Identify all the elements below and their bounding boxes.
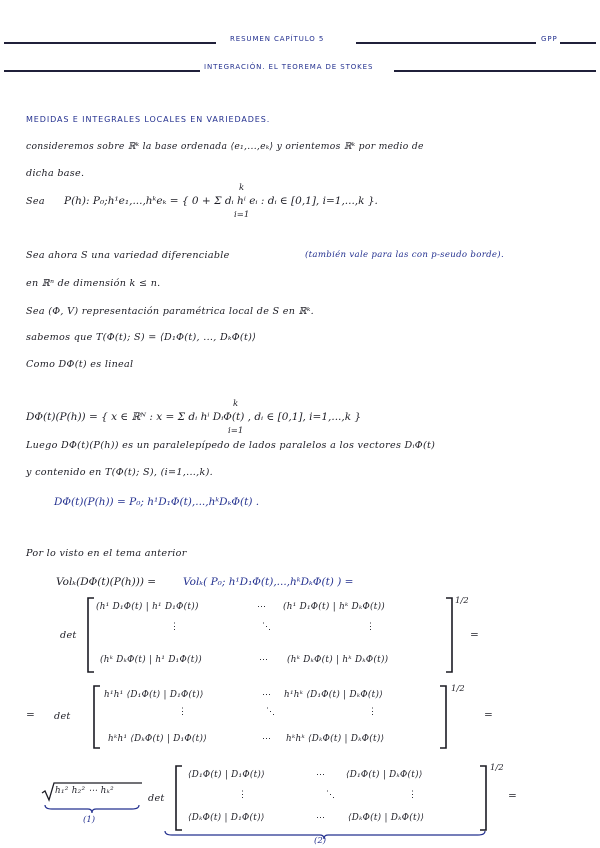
- matrix2-ddots: ⋱: [266, 707, 275, 717]
- matrix3-cell-3-1: ⟨DₖΦ(t) | D₁Φ(t)⟩: [188, 813, 265, 823]
- matrix3-cell-3-3: ⟨DₖΦ(t) | DₖΦ(t)⟩: [348, 813, 425, 823]
- sum-lower-limit: i=1: [234, 210, 250, 220]
- matrix3-det-label: det: [148, 793, 165, 804]
- header-rule-middle: [356, 42, 536, 44]
- volume-lhs: Volₖ(DΦ(t)(P(h))) =: [56, 576, 157, 588]
- matrix1-bracket-right: [444, 596, 454, 674]
- matrix1-cell-1-2: ⋯: [257, 602, 266, 612]
- matrix2-vdots-right: ⋮: [368, 707, 377, 717]
- matrix2-power: 1/2: [451, 684, 465, 694]
- text-line-3-note: (también vale para las con p-seudo borde).: [305, 250, 504, 260]
- matrix1-power: 1/2: [455, 596, 469, 606]
- text-line-1b: dicha base.: [26, 168, 85, 179]
- header-rule-left: [4, 42, 216, 44]
- header-subtitle: INTEGRACIÓN. EL TEOREMA DE STOKES: [204, 63, 374, 71]
- matrix1-vdots-right: ⋮: [366, 622, 375, 632]
- matrix2-cell-1-3: h¹hᵏ ⟨D₁Φ(t) | DₖΦ(t)⟩: [284, 690, 383, 700]
- matrix1-equals: =: [470, 629, 479, 641]
- text-line-12: Por lo visto en el tema anterior: [26, 548, 187, 559]
- header-author: GPP: [541, 35, 558, 43]
- text-line-1a: consideremos sobre ℝᵏ la base ordenada ⟨e₁,...,eₖ⟩ y orientemos ℝᵏ por medio de: [26, 141, 424, 152]
- matrix2-equals: =: [484, 709, 493, 721]
- text-line-5: Sea (Φ, V) representación paramétrica local de S en ℝᵏ.: [26, 306, 314, 317]
- matrix2-cell-3-2: ⋯: [262, 734, 271, 744]
- text-line-3: Sea ahora S una variedad diferenciable: [26, 250, 230, 261]
- matrix2-det-label: det: [54, 711, 71, 722]
- formula-blue-result: DΦ(t)(P(h)) = P₀; h¹D₁Φ(t),...,hᵏDₖΦ(t) .: [54, 496, 260, 508]
- label-2: (2): [314, 836, 327, 846]
- matrix3-cell-3-2: ⋯: [316, 813, 325, 823]
- matrix1-bracket-left: [86, 596, 96, 674]
- label-1: (1): [83, 815, 96, 825]
- text-line-7: Como DΦ(t) es lineal: [26, 359, 134, 370]
- matrix3-cell-1-1: ⟨D₁Φ(t) | D₁Φ(t)⟩: [188, 770, 265, 780]
- text-line-2-lead: Sea: [26, 196, 45, 207]
- matrix1-ddots: ⋱: [262, 622, 271, 632]
- matrix2-cell-1-2: ⋯: [262, 690, 271, 700]
- matrix2-bracket-left: [92, 684, 102, 750]
- matrix1-vdots-left: ⋮: [170, 622, 179, 632]
- matrix2-vdots-left: ⋮: [178, 707, 187, 717]
- section-title: MEDIDAS E INTEGRALES LOCALES EN VARIEDADES.: [26, 115, 271, 124]
- text-line-6: sabemos que T(Φ(t); S) = ⟨D₁Φ(t), ..., DₖΦ(t)⟩: [26, 332, 257, 343]
- header-rule-right: [560, 42, 596, 44]
- matrix3-equals: =: [508, 790, 517, 802]
- matrix3-vdots-right: ⋮: [408, 790, 417, 800]
- sqrt-radicand: h₁² h₂² ⋯ hₖ²: [55, 786, 114, 796]
- matrix3-cell-1-3: ⟨D₁Φ(t) | DₖΦ(t)⟩: [346, 770, 423, 780]
- header-title: RESUMEN CAPÍTULO 5: [230, 35, 325, 43]
- sum-upper-limit: k: [239, 183, 245, 193]
- matrix2-leading-equals: =: [26, 709, 35, 721]
- underbrace-1: [44, 804, 140, 814]
- subtitle-rule-right: [394, 70, 596, 72]
- formula-parallelepiped: P(h): P₀;h¹e₁,...,hᵏeₖ = { 0 + Σ dᵢ hⁱ eᵢ : dᵢ ∈ [0,1], i=1,...,k }.: [64, 195, 378, 207]
- subtitle-rule-left: [4, 70, 200, 72]
- matrix3-bracket-right: [478, 764, 488, 832]
- matrix1-cell-1-3: (h¹ D₁Φ(t) | hᵏ DₖΦ(t)): [283, 602, 386, 612]
- matrix2-cell-3-1: hᵏh¹ ⟨DₖΦ(t) | D₁Φ(t)⟩: [108, 734, 207, 744]
- sum2-upper-limit: k: [233, 399, 239, 409]
- formula-image-of-parallelepiped: DΦ(t)(P(h)) = { x ∈ ℝᴺ : x = Σ dᵢ hⁱ DᵢΦ(t) , dᵢ ∈ [0,1], i=1,...,k }: [26, 411, 362, 423]
- sum2-lower-limit: i=1: [228, 426, 244, 436]
- matrix2-cell-3-3: hᵏhᵏ ⟨DₖΦ(t) | DₖΦ(t)⟩: [286, 734, 385, 744]
- matrix1-cell-3-1: (hᵏ DₖΦ(t) | h¹ D₁Φ(t)): [100, 655, 203, 665]
- matrix3-vdots-left: ⋮: [238, 790, 247, 800]
- volume-rhs: Volₖ( P₀; h¹D₁Φ(t),...,hᵏDₖΦ(t) ) =: [183, 576, 354, 588]
- matrix3-bracket-left: [174, 764, 184, 832]
- text-line-9: Luego DΦ(t)(P(h)) es un paralelepípedo de lados paralelos a los vectores DᵢΦ(t): [26, 440, 436, 451]
- matrix2-bracket-right: [438, 684, 448, 750]
- matrix3-ddots: ⋱: [326, 790, 335, 800]
- matrix1-cell-3-2: ⋯: [259, 655, 268, 665]
- matrix1-cell-1-1: (h¹ D₁Φ(t) | h¹ D₁Φ(t)): [96, 602, 199, 612]
- text-line-4: en ℝⁿ de dimensión k ≤ n.: [26, 278, 161, 289]
- matrix3-power: 1/2: [490, 763, 504, 773]
- matrix3-cell-1-2: ⋯: [316, 770, 325, 780]
- matrix2-cell-1-1: h¹h¹ ⟨D₁Φ(t) | D₁Φ(t)⟩: [104, 690, 204, 700]
- matrix1-det-label: det: [60, 630, 77, 641]
- text-line-10: y contenido en T(Φ(t); S), (i=1,...,k).: [26, 467, 214, 478]
- matrix1-cell-3-3: (hᵏ DₖΦ(t) | hᵏ DₖΦ(t)): [287, 655, 389, 665]
